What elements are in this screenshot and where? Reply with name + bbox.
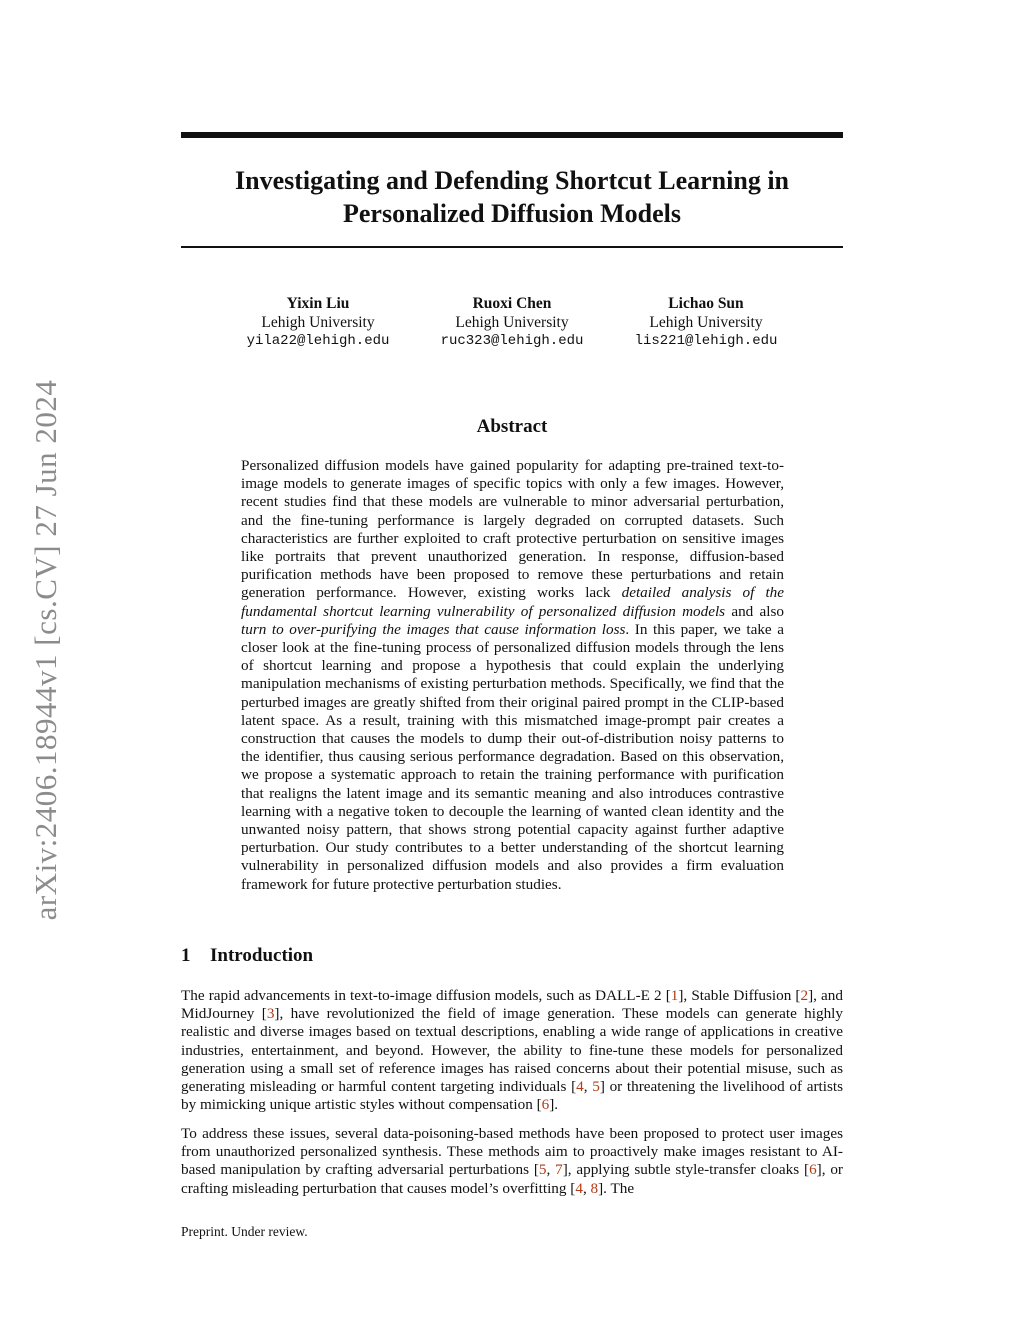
- abstract-text: [241, 457, 784, 894]
- text-run: ,: [582, 1179, 591, 1197]
- citation-link[interactable]: 4: [576, 1078, 584, 1096]
- text-run: ], Stable Diffusion [: [678, 987, 801, 1004]
- abstract-emphasis: detailed analysis of the fundamental shortcut learning vulnerability of personalized diffusion models: [241, 584, 784, 620]
- citation-link[interactable]: 4: [575, 1179, 583, 1197]
- title-bottom-rule: [181, 246, 843, 248]
- abstract-part: . In this paper, we take a closer look at the fine-tuning process of personalized diffusion models through the lens of shortcut learning and propose a hypothesis that could explain the underlying manipulation mechanisms of existing perturbation methods. Specifically, we find that the perturbed images are greatly shifted from their original paired prompt in the CLIP-based latent space. As a result, training with this mismatched image-prompt pair creates a construction that causes the models to dump their out-of-distribution noisy patterns to the identifier, thus causing serious performance degradation. Based on this observation, we propose a systematic approach to retain the training performance with purification that realigns the latent image and its semantic meaning and also introduces contrastive learning with a negative token to decouple the learning of wanted clean identity and the unwanted noisy pattern, that shows strong potential capacity against further adaptive perturbation. Our study contributes to a better understanding of the shortcut learning vulnerability in personalized diffusion models and also provides a firm evaluation framework for future protective perturbation studies.: [241, 620, 785, 893]
- citation-link[interactable]: 6: [809, 1161, 817, 1179]
- arxiv-stamp: [26, 360, 66, 940]
- text-run: The rapid advancements in text-to-image diffusion models, such as DALL-E 2 [: [181, 987, 671, 1004]
- citation-link[interactable]: 3: [266, 1005, 275, 1023]
- intro-paragraph-1: [181, 987, 843, 1114]
- text-run: ], or crafting misleading perturbation that causes model’s overfitting [: [181, 1161, 843, 1197]
- author-email[interactable]: lis221@lehigh.edu: [634, 333, 778, 349]
- citation-link[interactable]: 1: [670, 987, 679, 1004]
- author-3: [606, 295, 806, 351]
- paper-title: [181, 164, 843, 230]
- abstract-emphasis: turn to over-purifying the images that cause information loss: [241, 620, 626, 638]
- citation-link[interactable]: 6: [541, 1096, 550, 1114]
- section-heading: [181, 945, 313, 967]
- author-affiliation: Lehigh University: [455, 313, 569, 331]
- text-run: ]. The: [598, 1179, 635, 1197]
- text-run: ], applying subtle style-transfer cloaks [: [562, 1161, 810, 1179]
- section-title: Introduction: [210, 945, 314, 966]
- text-run: ] or threatening the livelihood of artists by mimicking unique artistic styles without compensation [: [181, 1078, 843, 1114]
- author-name: Yixin Liu: [286, 295, 350, 312]
- author-2: [412, 295, 612, 351]
- author-affiliation: Lehigh University: [261, 313, 375, 331]
- author-email[interactable]: ruc323@lehigh.edu: [440, 333, 584, 349]
- citation-link[interactable]: 2: [800, 987, 809, 1004]
- title-top-rule: [181, 132, 843, 138]
- section-number: 1: [181, 945, 191, 966]
- citation-link[interactable]: 5: [592, 1078, 600, 1096]
- author-email[interactable]: yila22@lehigh.edu: [246, 333, 390, 349]
- text-run: ].: [549, 1096, 559, 1114]
- text-run: ], have revolutionized the field of image generation. These models can generate highly realistic and diverse images based on textual descriptions, enabling a wide range of applications in creative industries, entertainment, and beyond. However, the ability to fine-tune these models for personalized generation using a small set of reference images has raised concerns about their potential misuse, such as generating misleading or harmful content targeting individuals [: [181, 1005, 843, 1096]
- abstract-part: and also: [725, 602, 784, 620]
- author-name: Lichao Sun: [668, 295, 744, 312]
- footer-note: Preprint. Under review.: [181, 1224, 308, 1239]
- author-block: [181, 295, 843, 355]
- arxiv-stamp-text: arXiv:2406.18944v1 [cs.CV] 27 Jun 2024: [28, 379, 63, 921]
- text-run: ], and MidJourney [: [181, 987, 843, 1023]
- citation-link[interactable]: 5: [538, 1161, 547, 1179]
- author-1: [218, 295, 418, 351]
- title-line-1: Investigating and Defending Shortcut Learning in: [234, 166, 790, 195]
- author-name: Ruoxi Chen: [472, 295, 552, 312]
- citation-link[interactable]: 8: [590, 1179, 599, 1197]
- text-run: To address these issues, several data-poisoning-based methods have been proposed to protect user images from unauthorized personalized synthesis. These methods aim to proactively make images resistant to AI-based manipulation by crafting adversarial perturbations [: [181, 1125, 843, 1179]
- intro-paragraph-2: [181, 1125, 843, 1198]
- text-run: ,: [546, 1161, 556, 1179]
- citation-link[interactable]: 7: [555, 1161, 563, 1179]
- title-line-2: Personalized Diffusion Models: [343, 199, 681, 228]
- author-affiliation: Lehigh University: [649, 313, 763, 331]
- abstract-part: Personalized diffusion models have gained popularity for adapting pre-trained text-to-image models to generate images of specific topics with only a few images. However, recent studies find that these models are vulnerable to minor adversarial perturbation, and the fine-tuning performance is largely degraded on corrupted datasets. Such characteristics are further exploited to craft protective perturbation on sensitive images like portraits that prevent unauthorized generation. In response, diffusion-based purification methods have been proposed to remove these perturbations and retain generation performance. However, existing works lack: [241, 457, 784, 602]
- abstract-heading: Abstract: [476, 416, 548, 437]
- text-run: ,: [583, 1078, 593, 1096]
